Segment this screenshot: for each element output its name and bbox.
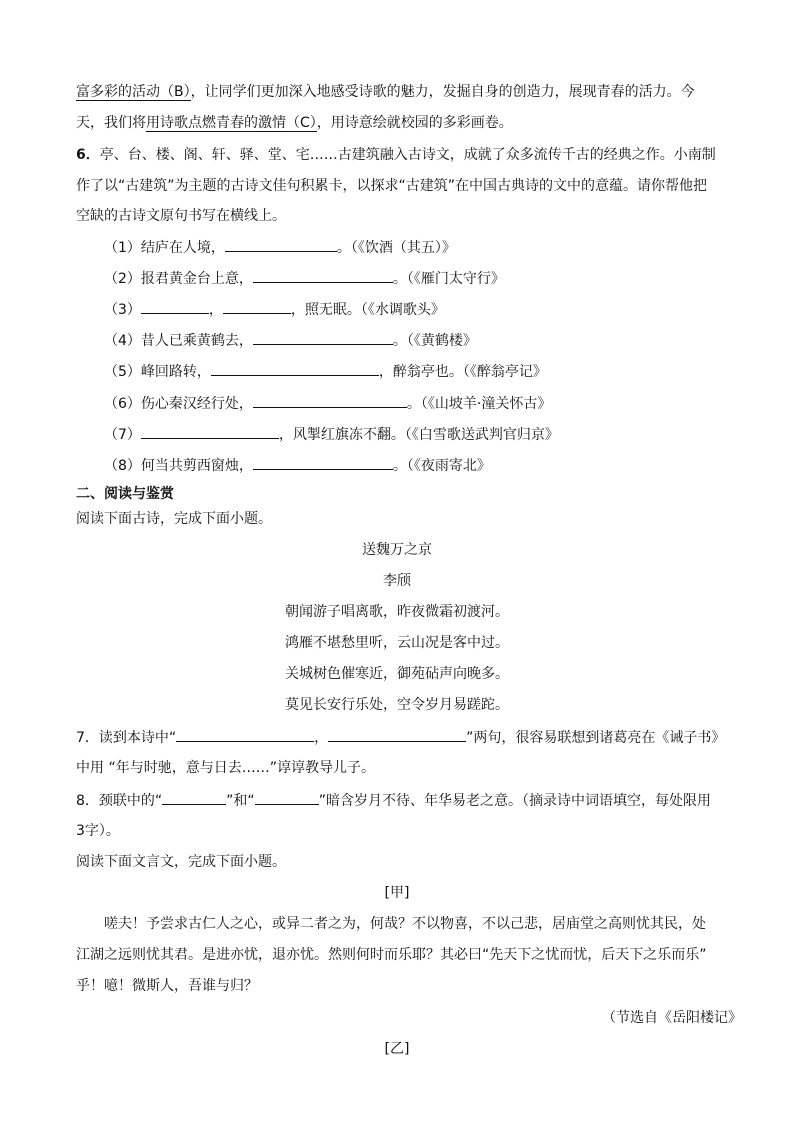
poem-line-3: 关城树色催寒近，御苑砧声向晚多。 bbox=[285, 666, 509, 682]
answer-blank[interactable] bbox=[328, 727, 466, 742]
poem-line-2: 鸿雁不堪愁里听，云山况是客中过。 bbox=[285, 635, 509, 651]
section-heading: 二、阅读与鉴赏 bbox=[76, 486, 174, 502]
q6-item-8: （8）何当共剪西窗烛， 。（《夜雨寄北》 bbox=[104, 455, 491, 476]
intro-line-1 bbox=[76, 82, 695, 102]
prose-line-3: 乎！噫！微斯人，吾谁与归？ bbox=[76, 978, 258, 994]
answer-blank[interactable] bbox=[141, 299, 209, 314]
poem-title: 送魏万之京 bbox=[362, 542, 432, 558]
poem-line-4: 莫见长安行乐处，空令岁月易蹉跎。 bbox=[285, 697, 509, 713]
answer-blank[interactable] bbox=[211, 361, 379, 376]
q6-item-5: （5）峰回路转， ，醉翁亭也。（《醉翁亭记》 bbox=[104, 361, 547, 382]
q7-line-1: 7．读到本诗中“ ， ”两句，很容易联想到诸葛亮在《诫子书》 bbox=[76, 727, 725, 748]
instruction-poem: 阅读下面古诗，完成下面小题。 bbox=[76, 511, 272, 527]
q6-item-7: （7） ，风掣红旗冻不翻。（《白雪歌送武判官归京》 bbox=[104, 424, 559, 445]
q6-text: 亭、台、楼、阁、轩、驿、堂、宅……古建筑融入古诗文，成就了众多流传千古的经典之作。小南制 bbox=[99, 147, 716, 163]
answer-blank[interactable] bbox=[253, 393, 407, 408]
intro-text: ，用诗意绘就校园的多彩画卷。 bbox=[316, 115, 513, 131]
q6-line-1 bbox=[76, 145, 716, 165]
underlined-phrase-b: 富多彩的活动（B） bbox=[76, 84, 191, 100]
q6-item-4: （4）昔人已乘黄鹤去， 。（《黄鹤楼》 bbox=[104, 330, 477, 351]
intro-line-2 bbox=[76, 113, 513, 133]
answer-blank[interactable] bbox=[253, 268, 393, 283]
passage-label-jia: [甲] bbox=[384, 885, 410, 901]
answer-blank[interactable] bbox=[253, 330, 393, 345]
answer-blank[interactable] bbox=[255, 790, 319, 805]
q6-line-2: 作了以“古建筑”为主题的古诗文佳句积累卡，以探求“古建筑”在中国古典诗的文中的意蕴。请你帮他把 bbox=[76, 178, 708, 194]
answer-blank[interactable] bbox=[225, 237, 337, 252]
q6-item-1: （1）结庐在人境， 。（《饮酒（其五）》 bbox=[104, 237, 456, 258]
answer-blank[interactable] bbox=[141, 424, 279, 439]
instruction-prose: 阅读下面文言文，完成下面小题。 bbox=[76, 854, 286, 870]
q6-item-3: （3） ， ，照无眠。（《水调歌头》 bbox=[104, 299, 445, 320]
prose-line-2: 江湖之远则忧其君。是进亦忧，退亦忧。然则何时而乐耶？其必曰“先天下之忧而忧，后天下之乐而乐” bbox=[76, 947, 707, 963]
answer-blank[interactable] bbox=[176, 727, 314, 742]
answer-blank[interactable] bbox=[162, 790, 226, 805]
intro-text: ，让同学们更加深入地感受诗歌的魅力，发掘自身的创造力，展现青春的活力。今 bbox=[190, 84, 695, 100]
q8-line-2: 3字）。 bbox=[76, 823, 120, 839]
poem-author: 李颀 bbox=[383, 573, 411, 589]
answer-blank[interactable] bbox=[253, 455, 393, 470]
answer-blank[interactable] bbox=[223, 299, 291, 314]
passage-label-yi: [乙] bbox=[384, 1041, 410, 1057]
prose-source: （节选自《岳阳楼记》 bbox=[602, 1010, 742, 1026]
q6-number: 6． bbox=[76, 147, 100, 163]
q6-item-2: （2）报君黄金台上意， 。（《雁门太守行》 bbox=[104, 268, 505, 289]
underlined-phrase-c: 用诗歌点燃青春的激情（C） bbox=[146, 115, 317, 131]
q8-line-1: 8．颈联中的“ ”和“ ”暗含岁月不待、年华易老之意。（摘录诗中词语填空，每处限用 bbox=[76, 790, 711, 811]
q7-line-2: 中用 “年与时驰，意与日去……”谆谆教导儿子。 bbox=[76, 760, 375, 776]
q6-line-3: 空缺的古诗文原句书写在横线上。 bbox=[76, 208, 286, 224]
intro-text: 天，我们将 bbox=[76, 115, 146, 131]
q6-item-6: （6）伤心秦汉经行处， 。（《山坡羊·潼关怀古》 bbox=[104, 393, 551, 414]
poem-line-1: 朝闻游子唱离歌，昨夜微霜初渡河。 bbox=[285, 604, 509, 620]
prose-line-1: 嗟夫！予尝求古仁人之心，或异二者之为，何哉？不以物喜，不以己悲，居庙堂之高则忧其民，处 bbox=[104, 916, 706, 932]
